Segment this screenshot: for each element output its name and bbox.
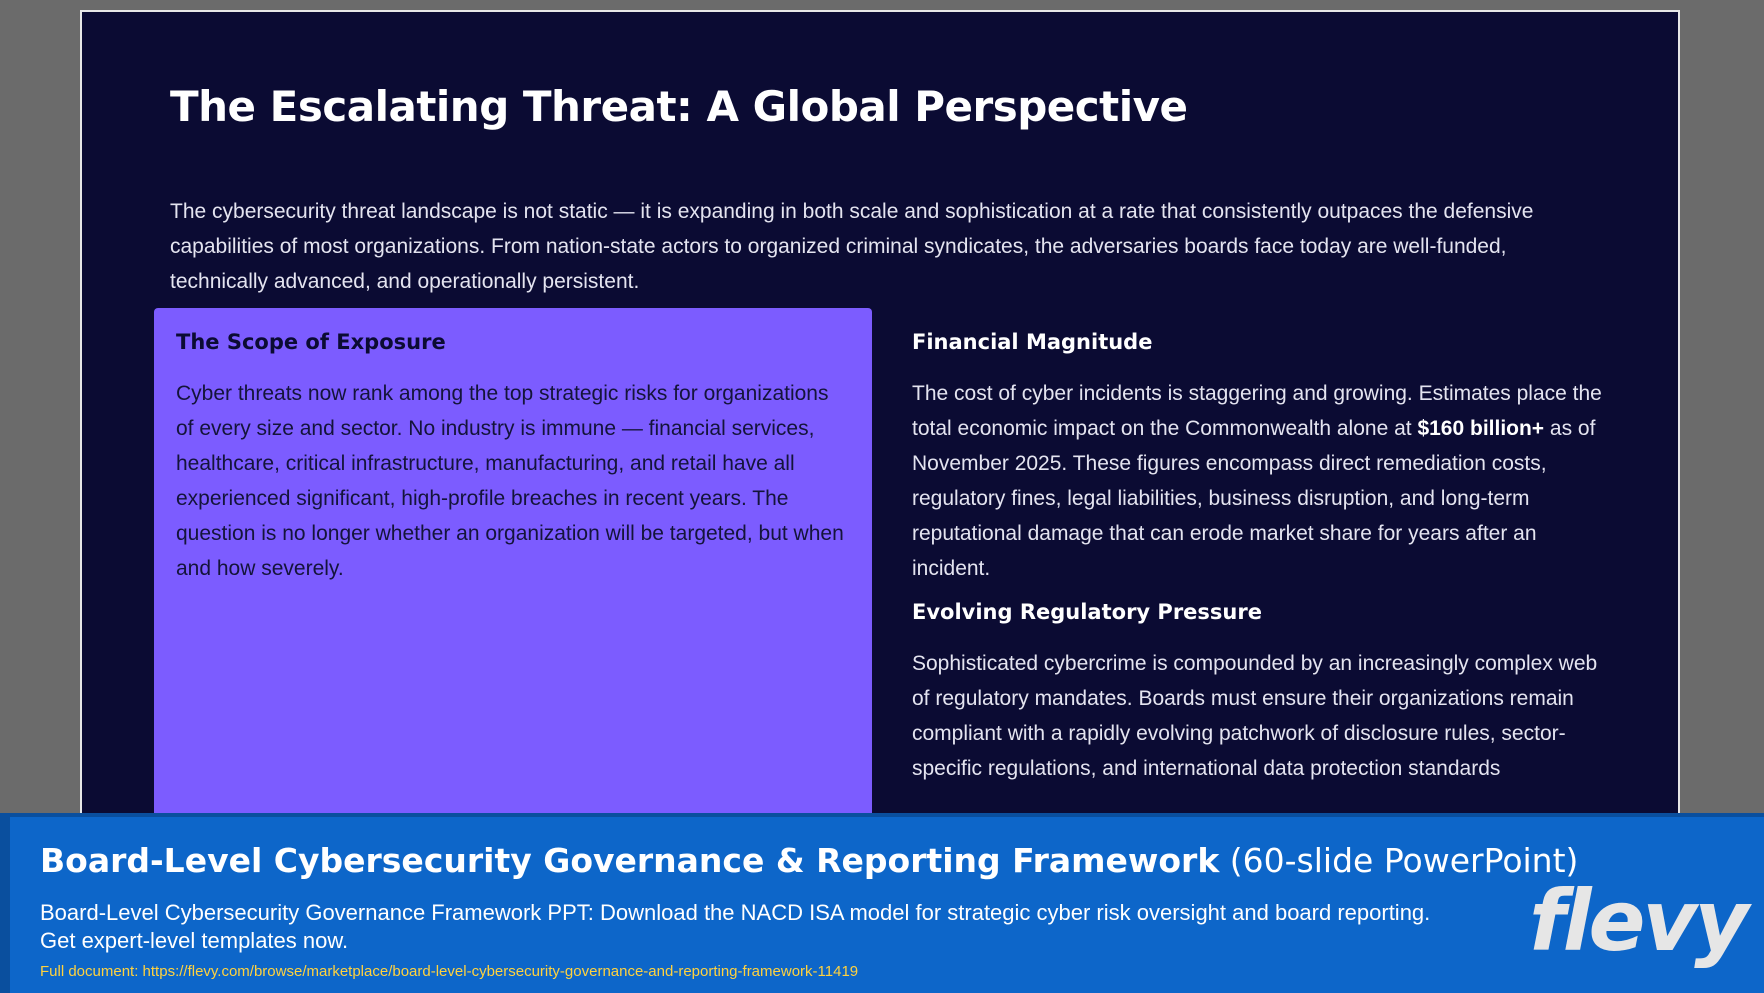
promo-banner — [0, 813, 1764, 993]
regulatory-body: Sophisticated cybercrime is compounded by an increasingly complex web of regulatory mandates. Boards must ensure their organizations remain compliant with a rapidly evolving patchwork of disclosure rules, sector-specific regulations, and international data protection standards — [912, 652, 1598, 780]
intro-paragraph: The cybersecurity threat landscape is not static — it is expanding in both scale and sophistication at a rate that consistently outpaces the defensive capabilities of most organizations. From nation-state actors to organized criminal syndicates, the adversaries boards face today are well-funded, technically advanced, and operationally persistent. — [170, 200, 1534, 293]
banner-title-main: Board-Level Cybersecurity Governance & Reporting Framework — [40, 841, 1220, 880]
scope-heading: The Scope of Exposure — [176, 330, 446, 354]
financial-body — [912, 376, 1612, 586]
banner-accent-bar — [0, 817, 10, 993]
financial-heading: Financial Magnitude — [912, 330, 1153, 354]
flevy-logo[interactable]: flevy — [1529, 872, 1746, 970]
slide-title: The Escalating Threat: A Global Perspective — [170, 82, 1188, 131]
financial-body-end: as of November 2025. These figures encompass direct remediation costs, regulatory fines, legal liabilities, business disruption, and long-term reputational damage that can erode market share for years after an incident. — [912, 417, 1596, 580]
scope-body: Cyber threats now rank among the top strategic risks for organizations of every size and sector. No industry is immune — financial services, healthcare, critical infrastructure, manufacturing, and retail have all experienced significant, high-profile breaches in recent years. The question is no longer whether an organization will be targeted, but when and how severely. — [176, 382, 844, 580]
financial-body-start: The cost of cyber incidents is staggering and growing. Estimates place the total economic impact on the Commonwealth alone at — [912, 382, 1602, 440]
banner-description — [40, 899, 1440, 955]
banner-title-suffix: (60-slide PowerPoint) — [1219, 841, 1579, 880]
financial-highlight: $160 billion+ — [1417, 417, 1545, 440]
right-column — [912, 330, 1612, 800]
banner-title[interactable] — [40, 841, 1578, 880]
banner-desc-line2: Get expert-level templates now. — [40, 928, 349, 953]
banner-url-link[interactable]: Full document: https://flevy.com/browse/marketplace/board-level-cybersecurity-governance-and-reporting-framework-11419 — [40, 963, 859, 980]
banner-desc-line1: Board-Level Cybersecurity Governance Framework PPT: Download the NACD ISA model for strategic cyber risk oversight and board reporting. — [40, 900, 1431, 925]
regulatory-heading: Evolving Regulatory Pressure — [912, 600, 1262, 624]
